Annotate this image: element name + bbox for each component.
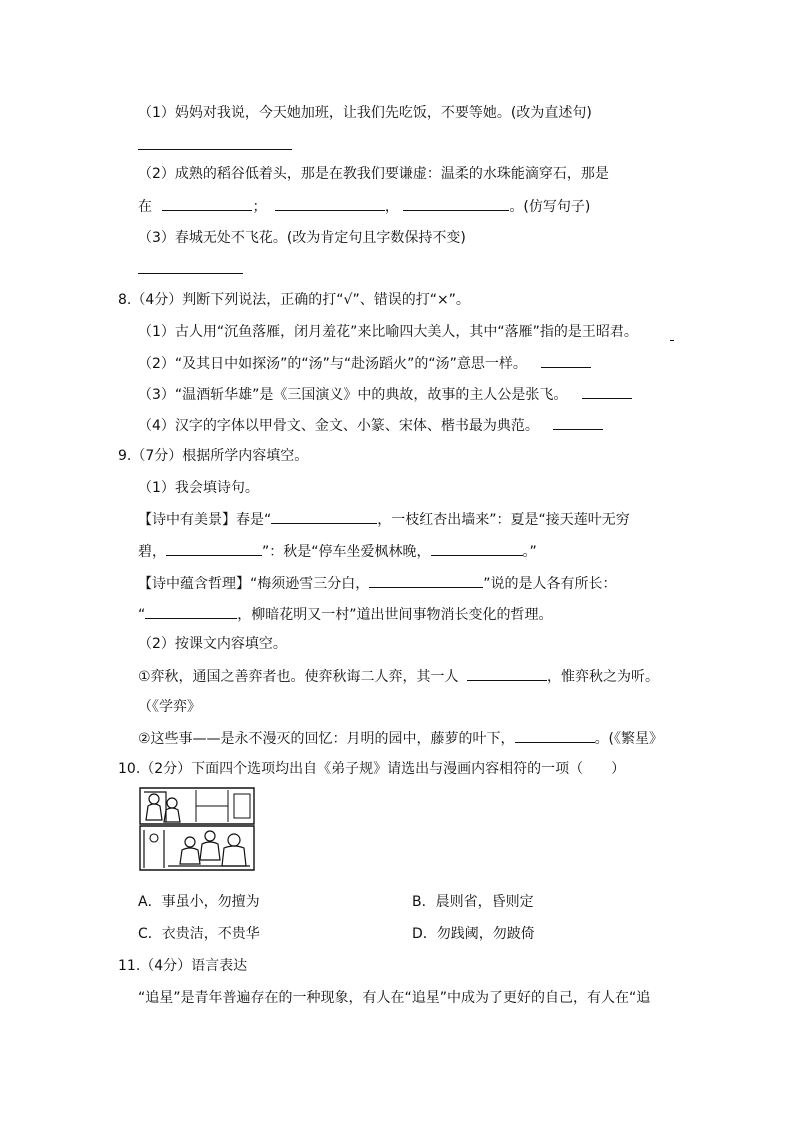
q7-item2-line1: （2）成熟的稻谷低着头，那是在教我们要谦虚：温柔的水珠能滴穿石，那是 [138, 166, 609, 182]
fill-blank[interactable] [467, 666, 547, 681]
passage-text: ②这些事——是永不漫灭的回忆：月明的园中，藤萝的叶下， [138, 731, 515, 747]
poem-text: ，一枝红杏出墙来”：夏是“接天莲叶无穷 [377, 512, 630, 528]
option-d[interactable]: D．勿践阈，勿跛倚 [412, 926, 535, 942]
passage-text: ，惟弈秋之为听。 [547, 669, 660, 685]
q7-item1: （1）妈妈对我说，今天她加班，让我们先吃饭，不要等她。(改为直述句) [138, 105, 592, 121]
fill-blank[interactable] [431, 541, 523, 556]
fill-blank[interactable] [271, 509, 377, 524]
poem-text: 。” [522, 544, 537, 560]
poem-text: 【诗中有美景】春是“ [138, 512, 272, 528]
q9-poem-line3 [138, 573, 617, 594]
q9-sub1: （1）我会填诗句。 [138, 480, 259, 496]
q8-item4-text: （4）汉字的字体以甲骨文、金文、小篆、宋体、楷书最为典范。 [138, 418, 539, 434]
poem-text: “ [138, 607, 146, 623]
q8-title: 8.（4分）判断下列说法，正确的打“√”、错误的打“×”。 [118, 292, 470, 308]
q9-title: 9.（7分）根据所学内容填空。 [118, 448, 309, 464]
q9-poem-line1 [138, 509, 630, 530]
q8-item4 [138, 415, 603, 436]
q8-item3 [138, 384, 632, 405]
fill-blank[interactable] [515, 728, 595, 743]
poem-text: 碧， [138, 544, 166, 560]
q9-poem-line4 [138, 604, 553, 625]
passage-text: 。(《繁星》 [594, 731, 664, 747]
q10-title: 10.（2分）下面四个选项均出自《弟子规》请选出与漫画内容相符的一项（ ） [118, 761, 626, 777]
q8-item3-text: （3）“温酒斩华雄”是《三国演义》中的典故，故事的主人公是张飞。 [138, 387, 568, 403]
fill-blank[interactable] [553, 415, 603, 430]
passage-text: ①弈秋，通国之善弈者也。使弈秋诲二人弈，其一人 [138, 669, 459, 685]
q7-item2-prefix: 在 [138, 199, 152, 215]
q8-item2-text: （2）“及其日中如探汤”的“汤”与“赴汤蹈火”的“汤”意思一样。 [138, 356, 527, 372]
answer-line[interactable] [138, 273, 243, 274]
answer-line[interactable] [670, 340, 674, 341]
option-b[interactable]: B．晨则省，昏则定 [412, 894, 534, 910]
fill-blank[interactable] [145, 604, 237, 619]
q7-item2-line2 [138, 196, 590, 217]
fill-blank[interactable] [541, 353, 591, 368]
fill-blank[interactable] [369, 573, 483, 588]
poem-text: ”说的是人各有所长： [483, 576, 617, 592]
separator: ； [252, 199, 267, 215]
fill-blank[interactable] [162, 196, 252, 211]
poem-text: 【诗中蕴含哲理】“梅须逊雪三分白， [138, 576, 370, 592]
q11-body: “追星”是青年普遍存在的一种现象，有人在“追星”中成为了更好的自己，有人在“追 [138, 990, 651, 1006]
separator: ， [384, 199, 399, 215]
q8-item2 [138, 353, 591, 374]
q9-text1-source: （《学弈》 [138, 699, 201, 715]
option-a[interactable]: A．事虽小，勿擅为 [138, 894, 260, 910]
q7-item2-suffix: 。(仿写句子) [509, 199, 591, 215]
q9-sub2: （2）按课文内容填空。 [138, 636, 287, 652]
option-c[interactable]: C．衣贵洁，不贵华 [138, 926, 260, 942]
q11-title: 11.（4分）语言表达 [118, 958, 248, 974]
q9-text2 [138, 728, 663, 749]
comic-image [138, 786, 256, 872]
fill-blank[interactable] [582, 384, 632, 399]
q8-item1: （1）古人用“沉鱼落雁，闭月羞花”来比喻四大美人，其中“落雁”指的是王昭君。 [138, 324, 638, 340]
q9-text1 [138, 666, 659, 687]
answer-line[interactable] [138, 149, 292, 150]
fill-blank[interactable] [166, 541, 262, 556]
q7-item3: （3）春城无处不飞花。(改为肯定句且字数保持不变) [138, 230, 466, 246]
fill-blank[interactable] [275, 196, 385, 211]
q9-poem-line2 [138, 541, 537, 562]
poem-text: ”：秋是“停车坐爱枫林晚， [262, 544, 431, 560]
fill-blank[interactable] [403, 196, 509, 211]
poem-text: ，柳暗花明又一村”道出世间事物消长变化的哲理。 [237, 607, 553, 623]
